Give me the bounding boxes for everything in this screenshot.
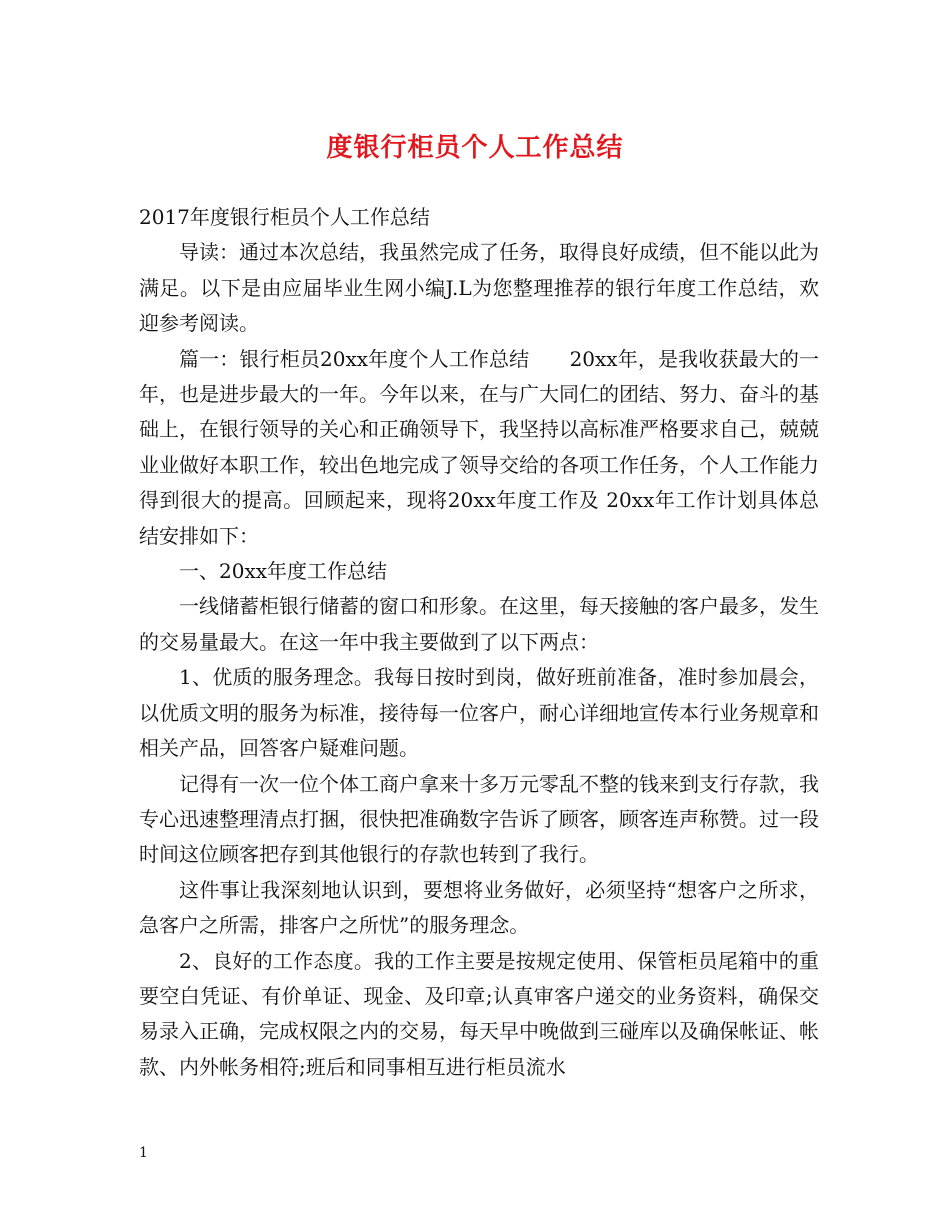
body-paragraph: 2、良好的工作态度。我的工作主要是按规定使用、保管柜员尾箱中的重要空白凭证、有价单证、现金、及印章;认真审客户递交的业务资料，确保交易录入正确，完成权限之内的交易，每天早中晚做到三碰库以及确保帐证、帐款、内外帐务相符;班后和同事相互进行柜员流水 xyxy=(139,948,819,1079)
document-title: 度银行柜员个人工作总结 xyxy=(326,133,624,163)
section-one-paragraph: 篇一：银行柜员20xx年度个人工作总结 20xx年，是我收获最大的一年，也是进步最大的一年。今年以来，在与广大同仁的团结、努力、奋斗的基础上，在银行领导的关心和正确领导下，我坚持以高标准严格要求自己，兢兢业业做好本职工作，较出色地完成了领导交给的各项工作任务，个人工作能力得到很大的提高。回顾起来，现将20xx年度工作及 20xx年工作计划具体总结安排如下： xyxy=(139,346,819,548)
subtitle-paragraph: 2017年度银行柜员个人工作总结 xyxy=(139,205,430,229)
document-body xyxy=(139,200,819,1085)
page-number: 1 xyxy=(139,1145,148,1161)
body-paragraph: 1、优质的服务理念。我每日按时到岗，做好班前准备，准时参加晨会，以优质文明的服务为标准，接待每一位客户，耐心详细地宣传本行业务规章和相关产品，回答客户疑难问题。 xyxy=(139,665,819,761)
body-paragraph: 记得有一次一位个体工商户拿来十多万元零乱不整的钱来到支行存款，我专心迅速整理清点打捆，很快把准确数字告诉了顾客，顾客连声称赞。过一段时间这位顾客把存到其他银行的存款也转到了我行。 xyxy=(139,771,819,867)
heading-paragraph: 一、20xx年度工作总结 xyxy=(179,559,388,584)
body-paragraph: 一线储蓄柜银行储蓄的窗口和形象。在这里，每天接触的客户最多，发生的交易量最大。在这一年中我主要做到了以下两点： xyxy=(139,594,819,654)
intro-paragraph: 导读：通过本次总结，我虽然完成了任务，取得良好成绩，但不能以此为满足。以下是由应届毕业生网小编J.L为您整理推荐的银行年度工作总结，欢迎参考阅读。 xyxy=(139,240,819,336)
body-paragraph: 这件事让我深刻地认识到，要想将业务做好，必须坚持“想客户之所求，急客户之所需，排客户之所忧”的服务理念。 xyxy=(139,877,819,938)
